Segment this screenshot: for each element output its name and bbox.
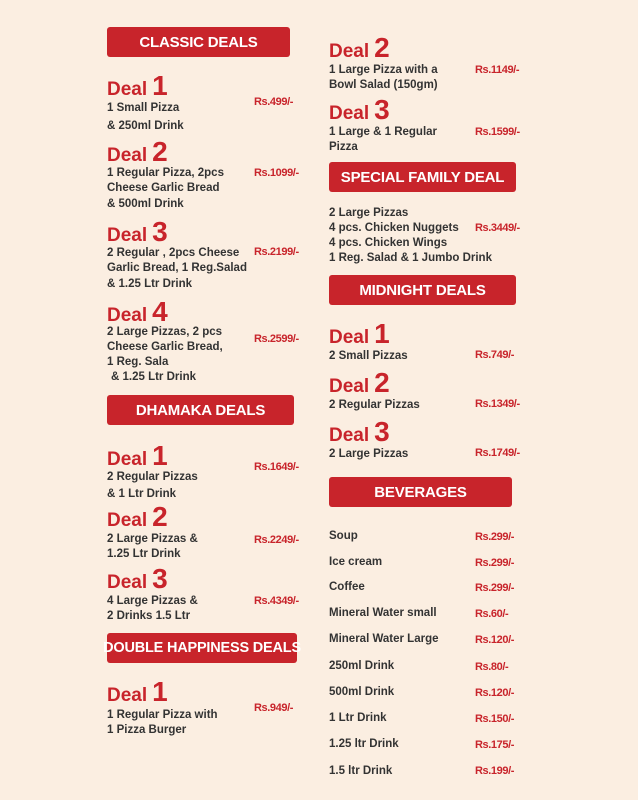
classic-deal-1-drink: & 250ml Drink — [107, 120, 184, 132]
special-family-deal-banner: SPECIAL FAMILY DEAL — [329, 162, 516, 192]
classic-deal-3b-heading — [329, 94, 390, 126]
double-deal-1-desc: 1 Regular Pizza with 1 Pizza Burger — [107, 709, 218, 736]
family-deal-price: Rs.3449/- — [475, 222, 520, 234]
deal-number: 2 — [374, 367, 390, 398]
beverage-price: Rs.299/- — [475, 531, 514, 543]
beverage-price: Rs.60/- — [475, 608, 509, 620]
deal-number: 1 — [152, 440, 168, 471]
dhamaka-deal-3-price: Rs.4349/- — [254, 595, 299, 607]
double-happiness-deals-banner: DOUBLE HAPPINESS DEALS — [107, 633, 297, 663]
beverage-price: Rs.299/- — [475, 557, 514, 569]
deal-number: 1 — [152, 676, 168, 707]
classic-deal-4-heading — [107, 296, 168, 328]
dhamaka-deal-2-desc: 2 Large Pizzas & 1.25 Ltr Drink — [107, 533, 198, 560]
beverage-price: Rs.199/- — [475, 765, 514, 777]
midnight-deal-1-price: Rs.749/- — [475, 349, 514, 361]
beverage-name: Mineral Water Large — [329, 633, 439, 645]
deal-number: 3 — [152, 563, 168, 594]
midnight-deal-2-desc: 2 Regular Pizzas — [329, 399, 420, 411]
midnight-deal-3-price: Rs.1749/- — [475, 447, 520, 459]
beverage-price: Rs.120/- — [475, 687, 514, 699]
dhamaka-deal-1-price: Rs.1649/- — [254, 461, 299, 473]
deal-word: Deal — [329, 425, 370, 446]
classic-deal-2b-heading — [329, 32, 390, 64]
classic-deal-3-heading — [107, 216, 168, 248]
classic-deal-4-drink: & 1.25 Ltr Drink — [111, 371, 196, 383]
beverage-price: Rs.150/- — [475, 713, 514, 725]
deal-word: Deal — [107, 79, 148, 100]
deal-number: 2 — [152, 136, 168, 167]
classic-deal-3-drink: & 1.25 Ltr Drink — [107, 278, 192, 290]
beverage-name: 1.25 ltr Drink — [329, 738, 399, 750]
deal-number: 3 — [374, 94, 390, 125]
deal-number: 2 — [374, 32, 390, 63]
beverage-name: Mineral Water small — [329, 607, 437, 619]
midnight-deal-1-heading — [329, 318, 390, 350]
deal-word: Deal — [329, 41, 370, 62]
beverage-name: 1 Ltr Drink — [329, 712, 387, 724]
dhamaka-deal-2-heading — [107, 501, 168, 533]
beverage-price: Rs.175/- — [475, 739, 514, 751]
deal-word: Deal — [329, 103, 370, 124]
beverage-price: Rs.120/- — [475, 634, 514, 646]
classic-deal-2-drink: & 500ml Drink — [107, 198, 184, 210]
deal-number: 1 — [374, 318, 390, 349]
midnight-deal-3-desc: 2 Large Pizzas — [329, 448, 409, 460]
classic-deal-2-desc: 1 Regular Pizza, 2pcs Cheese Garlic Bread — [107, 167, 224, 194]
dhamaka-deal-1-desc: 2 Regular Pizzas — [107, 471, 198, 483]
classic-deal-4-price: Rs.2599/- — [254, 333, 299, 345]
dhamaka-deal-1-drink: & 1 Ltr Drink — [107, 488, 177, 500]
beverage-price: Rs.80/- — [475, 661, 509, 673]
deal-word: Deal — [107, 510, 148, 531]
classic-deal-1-desc: 1 Small Pizza — [107, 102, 180, 114]
dhamaka-deal-3-desc: 4 Large Pizzas & 2 Drinks 1.5 Ltr — [107, 595, 198, 622]
midnight-deal-1-desc: 2 Small Pizzas — [329, 350, 408, 362]
classic-deals-banner: CLASSIC DEALS — [107, 27, 290, 57]
midnight-deal-2-price: Rs.1349/- — [475, 398, 520, 410]
classic-deal-2b-desc: 1 Large Pizza with a Bowl Salad (150gm) — [329, 64, 438, 91]
classic-deal-4-desc: 2 Large Pizzas, 2 pcs Cheese Garlic Bread, 1 Reg. Sala — [107, 326, 223, 368]
classic-deal-3b-price: Rs.1599/- — [475, 126, 520, 138]
beverage-price: Rs.299/- — [475, 582, 514, 594]
midnight-deals-banner: MIDNIGHT DEALS — [329, 275, 516, 305]
deal-number: 3 — [374, 416, 390, 447]
deal-number: 2 — [152, 501, 168, 532]
midnight-deal-3-heading — [329, 416, 390, 448]
classic-deal-2-price: Rs.1099/- — [254, 167, 299, 179]
family-deal-desc: 2 Large Pizzas 4 pcs. Chicken Nuggets 4 pcs. Chicken Wings 1 Reg. Salad & 1 Jumbo Drink — [329, 207, 492, 264]
beverage-name: 500ml Drink — [329, 686, 395, 698]
double-deal-1-price: Rs.949/- — [254, 702, 293, 714]
beverage-name: Soup — [329, 530, 358, 542]
dhamaka-deal-2-price: Rs.2249/- — [254, 534, 299, 546]
deal-number: 4 — [152, 296, 168, 327]
deal-word: Deal — [107, 685, 148, 706]
beverage-name: Coffee — [329, 581, 365, 593]
dhamaka-deal-1-heading — [107, 440, 168, 472]
classic-deal-3b-desc: 1 Large & 1 Regular Pizza — [329, 126, 438, 153]
deal-word: Deal — [329, 327, 370, 348]
midnight-deal-2-heading — [329, 367, 390, 399]
beverages-banner: BEVERAGES — [329, 477, 512, 507]
beverage-name: 1.5 ltr Drink — [329, 765, 393, 777]
dhamaka-deals-banner: DHAMAKA DEALS — [107, 395, 294, 425]
beverage-name: Ice cream — [329, 556, 383, 568]
deal-word: Deal — [107, 449, 148, 470]
beverage-name: 250ml Drink — [329, 660, 395, 672]
deal-word: Deal — [107, 305, 148, 326]
classic-deal-3-desc: 2 Regular , 2pcs Cheese Garlic Bread, 1 Reg.Salad — [107, 247, 247, 274]
deal-word: Deal — [329, 376, 370, 397]
deal-word: Deal — [107, 145, 148, 166]
classic-deal-1-price: Rs.499/- — [254, 96, 293, 108]
classic-deal-2b-price: Rs.1149/- — [475, 64, 520, 76]
deal-word: Deal — [107, 572, 148, 593]
deal-number: 3 — [152, 216, 168, 247]
deal-word: Deal — [107, 225, 148, 246]
classic-deal-2-heading — [107, 136, 168, 168]
double-deal-1-heading — [107, 676, 168, 708]
classic-deal-3-price: Rs.2199/- — [254, 246, 299, 258]
dhamaka-deal-3-heading — [107, 563, 168, 595]
classic-deal-1-heading — [107, 70, 168, 102]
deal-number: 1 — [152, 70, 168, 101]
